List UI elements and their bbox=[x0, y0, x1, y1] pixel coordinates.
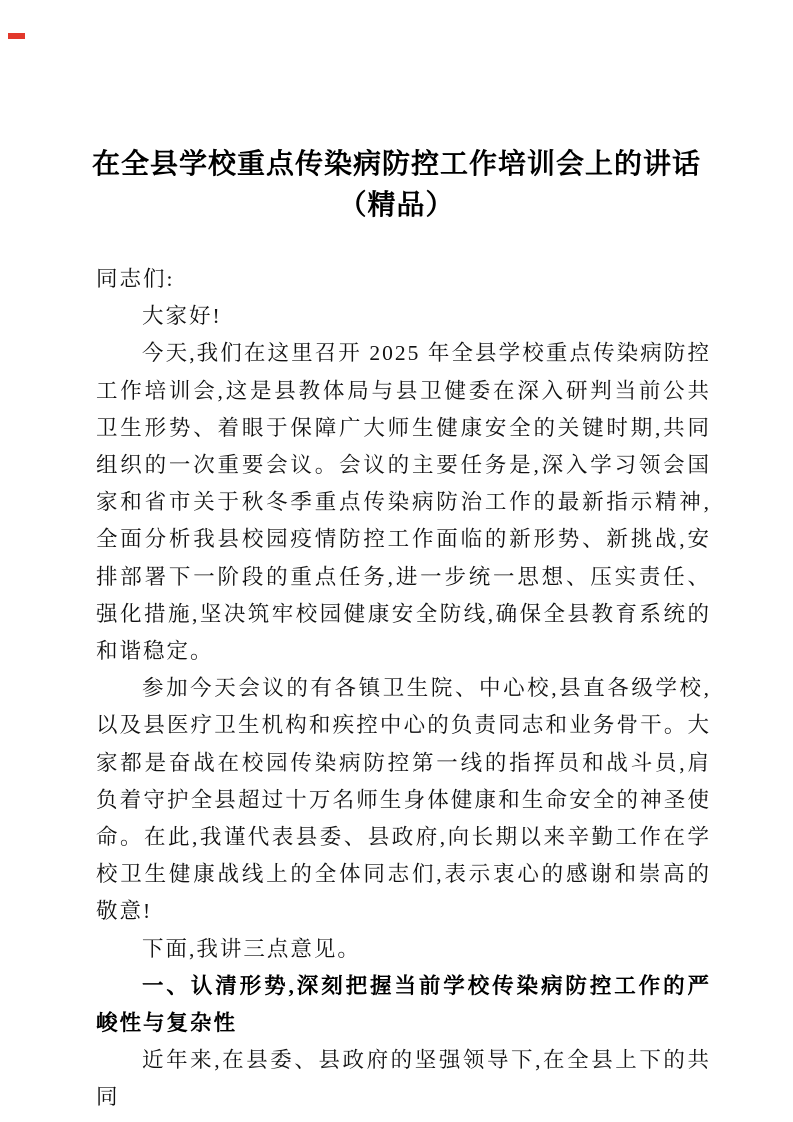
paragraph-transition: 下面,我讲三点意见。 bbox=[142, 936, 361, 961]
paragraph-meeting-purpose: 今天,我们在这里召开 2025 年全县学校重点传染病防控工作培训会,这是县教体局与县卫健委在深入研判当前公共卫生形势、着眼于保障广大师生健康安全的关键时期,共同组织的一次重要会议。会议的主要任务是,深入学习领会国家和省市关于秋冬季重点传染病防治工作的最新指示精神,全面分析我县校园疫情防控工作面临的新形势、新挑战,安排部署下一阶段的重点任务,进一步统一思想、压实责任、强化措施,坚决筑牢校园健康安全防线,确保全县教育系统的和谐稳定。 bbox=[96, 341, 711, 664]
paragraph-attendees: 参加今天会议的有各镇卫生院、中心校,县直各级学校,以及县医疗卫生机构和疾控中心的负责同志和业务骨干。大家都是奋战在校园传染病防控第一线的指挥员和战斗员,肩负着守护全县超过十万名师生身体健康和生命安全的神圣使命。在此,我谨代表县委、县政府,向长期以来辛勤工作在学校卫生健康战线上的全体同志们,表示衷心的感谢和崇高的敬意! bbox=[96, 676, 711, 924]
section-heading-one: 一、认清形势,深刻把握当前学校传染病防控工作的严峻性与复杂性 bbox=[96, 973, 711, 1036]
document-title bbox=[60, 144, 733, 226]
salutation: 同志们: bbox=[96, 267, 175, 291]
greeting-paragraph: 大家好! bbox=[142, 304, 222, 329]
document-body bbox=[96, 261, 711, 1117]
document-title-line-1: 在全县学校重点传染病防控工作培训会上的讲话 bbox=[91, 149, 701, 180]
red-mark bbox=[8, 33, 25, 39]
document-title-line-2: （精品） bbox=[338, 190, 455, 221]
paragraph-recent-years: 近年来,在县委、县政府的坚强领导下,在全县上下的共同 bbox=[96, 1048, 711, 1110]
